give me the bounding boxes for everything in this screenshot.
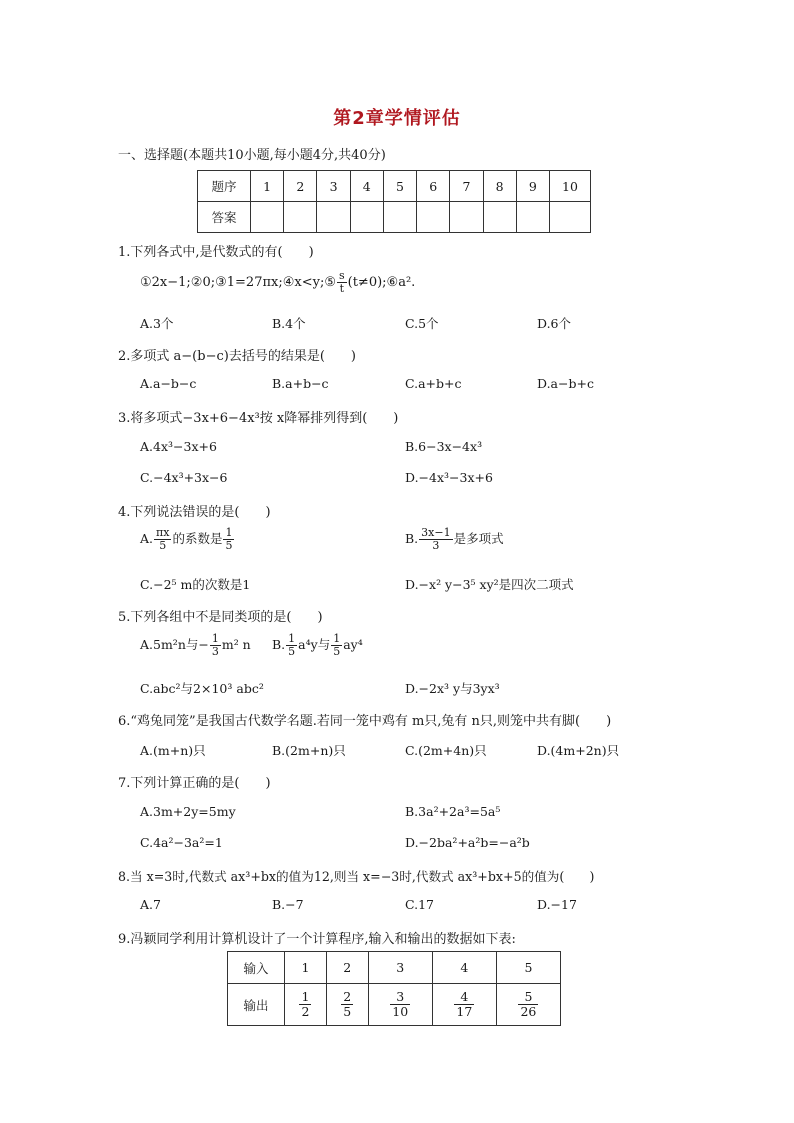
question-1: 1.下列各式中,是代数式的有( ) bbox=[118, 245, 314, 260]
expr-part: (t≠0);⑥a². bbox=[347, 275, 416, 291]
option-d[interactable]: D.(4m+2n)只 bbox=[537, 743, 620, 758]
option-text: A.5m²n与− bbox=[140, 637, 209, 653]
numerator: 4 bbox=[454, 990, 474, 1005]
denominator: 10 bbox=[392, 1004, 409, 1019]
denominator: 5 bbox=[333, 645, 341, 659]
table-cell: 5 bbox=[496, 952, 560, 984]
option-b[interactable] bbox=[405, 527, 504, 552]
question-6: 6.“鸡兔同笼”是我国古代数学名题.若同一笼中鸡有 m只,兔有 n只,则笼中共有脚( ) bbox=[118, 714, 612, 729]
numerator: 3x−1 bbox=[421, 526, 451, 539]
option-c[interactable]: C.a+b+c bbox=[405, 376, 462, 391]
option-c[interactable]: C.−2⁵ m的次数是1 bbox=[140, 577, 251, 592]
option-a[interactable]: A.3个 bbox=[140, 316, 174, 331]
table-cell bbox=[368, 984, 432, 1026]
option-d[interactable]: D.−4x³−3x+6 bbox=[405, 470, 493, 485]
numerator: 1 bbox=[225, 526, 233, 539]
option-a[interactable]: A.3m+2y=5my bbox=[140, 804, 236, 819]
option-text: ay⁴ bbox=[343, 637, 363, 653]
question-7: 7.下列计算正确的是( ) bbox=[118, 776, 271, 791]
answer-cell[interactable] bbox=[450, 202, 483, 233]
option-d[interactable]: D.−17 bbox=[537, 897, 577, 912]
fraction bbox=[337, 270, 347, 295]
table-cell: 3 bbox=[317, 171, 350, 202]
denominator: 17 bbox=[456, 1004, 473, 1019]
denominator: 3 bbox=[432, 539, 440, 553]
option-b[interactable]: B.a+b−c bbox=[272, 376, 329, 391]
question-2: 2.多项式 a−(b−c)去括号的结果是( ) bbox=[118, 349, 356, 364]
table-cell bbox=[432, 984, 496, 1026]
numerator: 1 bbox=[301, 989, 310, 1005]
option-d[interactable]: D.−2ba²+a²b=−a²b bbox=[405, 835, 530, 850]
fraction bbox=[223, 527, 234, 552]
table-header: 输出 bbox=[228, 984, 285, 1026]
fraction bbox=[390, 990, 410, 1019]
option-label: A. bbox=[140, 531, 154, 547]
table-cell: 6 bbox=[417, 171, 450, 202]
fraction bbox=[286, 633, 297, 658]
table-cell: 9 bbox=[516, 171, 549, 202]
numerator: 3 bbox=[390, 990, 410, 1005]
fraction bbox=[419, 527, 452, 552]
option-b[interactable]: B.4个 bbox=[272, 316, 306, 331]
option-a[interactable]: A.a−b−c bbox=[140, 376, 197, 391]
answer-cell[interactable] bbox=[483, 202, 516, 233]
option-d[interactable]: D.a−b+c bbox=[537, 376, 594, 391]
option-c[interactable]: C.4a²−3a²=1 bbox=[140, 835, 223, 850]
answer-cell[interactable] bbox=[251, 202, 284, 233]
option-label: B. bbox=[272, 637, 286, 653]
fraction bbox=[154, 527, 171, 552]
denominator: 5 bbox=[288, 645, 296, 659]
denominator: 2 bbox=[301, 1004, 310, 1019]
table-cell: 1 bbox=[285, 952, 327, 984]
option-d[interactable]: D.−x² y−3⁵ xy²是四次二项式 bbox=[405, 577, 574, 592]
option-b[interactable]: B.(2m+n)只 bbox=[272, 743, 346, 758]
numerator: 5 bbox=[518, 990, 538, 1005]
fraction bbox=[518, 990, 538, 1019]
denominator: 5 bbox=[159, 539, 167, 553]
table-cell: 4 bbox=[350, 171, 383, 202]
denominator: 26 bbox=[520, 1004, 537, 1019]
table-header: 题序 bbox=[198, 171, 251, 202]
option-text: 的系数是 bbox=[172, 531, 223, 547]
option-a[interactable] bbox=[140, 633, 251, 658]
numerator: 1 bbox=[333, 632, 341, 645]
table-header: 输入 bbox=[228, 952, 285, 984]
table-header: 答案 bbox=[198, 202, 251, 233]
denominator: 5 bbox=[343, 1004, 352, 1019]
fraction bbox=[454, 990, 474, 1019]
expr-part: ①2x−1;②0;③1=27πx;④x<y;⑤ bbox=[140, 275, 336, 291]
answer-cell[interactable] bbox=[317, 202, 350, 233]
table-cell: 1 bbox=[251, 171, 284, 202]
question-1-expressions bbox=[140, 270, 415, 295]
option-label: B. bbox=[405, 531, 419, 547]
option-b[interactable] bbox=[272, 633, 363, 658]
question-4: 4.下列说法错误的是( ) bbox=[118, 505, 271, 520]
table-cell: 4 bbox=[432, 952, 496, 984]
option-b[interactable]: B.−7 bbox=[272, 897, 304, 912]
table-cell: 5 bbox=[383, 171, 416, 202]
question-9: 9.冯颖同学利用计算机设计了一个计算程序,输入和输出的数据如下表: bbox=[118, 932, 516, 947]
table-cell: 10 bbox=[550, 171, 591, 202]
numerator: 1 bbox=[211, 632, 219, 645]
numerator: 1 bbox=[288, 632, 296, 645]
option-a[interactable]: A.7 bbox=[140, 897, 161, 912]
table-cell bbox=[285, 984, 327, 1026]
option-d[interactable]: D.6个 bbox=[537, 316, 572, 331]
fraction bbox=[299, 990, 311, 1019]
option-c[interactable]: C.5个 bbox=[405, 316, 439, 331]
option-c[interactable]: C.(2m+4n)只 bbox=[405, 743, 487, 758]
numerator: 2 bbox=[343, 989, 352, 1005]
answer-cell[interactable] bbox=[284, 202, 317, 233]
option-b[interactable]: B.3a²+2a³=5a⁵ bbox=[405, 804, 501, 819]
section-heading: 一、选择题(本题共10小题,每小题4分,共40分) bbox=[118, 148, 386, 163]
denominator: t bbox=[339, 282, 345, 296]
numerator: s bbox=[338, 269, 345, 282]
denominator: 5 bbox=[225, 539, 233, 553]
answer-cell[interactable] bbox=[383, 202, 416, 233]
table-cell bbox=[496, 984, 560, 1026]
fraction bbox=[331, 633, 342, 658]
fraction bbox=[210, 633, 221, 658]
option-b[interactable]: B.6−3x−4x³ bbox=[405, 439, 483, 454]
question-5: 5.下列各组中不是同类项的是( ) bbox=[118, 610, 323, 625]
table-cell bbox=[326, 984, 368, 1026]
table-cell: 7 bbox=[450, 171, 483, 202]
fraction bbox=[341, 990, 353, 1019]
page-title: 第2章学情评估 bbox=[333, 108, 461, 129]
table-cell: 2 bbox=[326, 952, 368, 984]
denominator: 3 bbox=[211, 645, 219, 659]
numerator: πx bbox=[156, 526, 170, 539]
option-text: a⁴y与 bbox=[298, 637, 331, 653]
io-table bbox=[227, 951, 561, 1026]
answer-cell[interactable] bbox=[417, 202, 450, 233]
option-a[interactable]: A.4x³−3x+6 bbox=[140, 439, 217, 454]
option-text: m² n bbox=[221, 637, 251, 653]
option-a[interactable] bbox=[140, 527, 235, 552]
option-c[interactable]: C.−4x³+3x−6 bbox=[140, 470, 228, 485]
answer-table bbox=[197, 170, 591, 233]
option-d[interactable]: D.−2x³ y与3yx³ bbox=[405, 681, 500, 696]
option-c[interactable]: C.abc²与2×10³ abc² bbox=[140, 681, 264, 696]
answer-cell[interactable] bbox=[350, 202, 383, 233]
option-a[interactable]: A.(m+n)只 bbox=[140, 743, 206, 758]
option-text: 是多项式 bbox=[453, 531, 504, 547]
option-c[interactable]: C.17 bbox=[405, 897, 434, 912]
answer-cell[interactable] bbox=[550, 202, 591, 233]
answer-cell[interactable] bbox=[516, 202, 549, 233]
table-cell: 8 bbox=[483, 171, 516, 202]
question-3: 3.将多项式−3x+6−4x³按 x降幂排列得到( ) bbox=[118, 411, 399, 426]
table-cell: 2 bbox=[284, 171, 317, 202]
question-8: 8.当 x=3时,代数式 ax³+bx的值为12,则当 x=−3时,代数式 ax³+bx+5的值为( ) bbox=[118, 869, 595, 884]
table-cell: 3 bbox=[368, 952, 432, 984]
